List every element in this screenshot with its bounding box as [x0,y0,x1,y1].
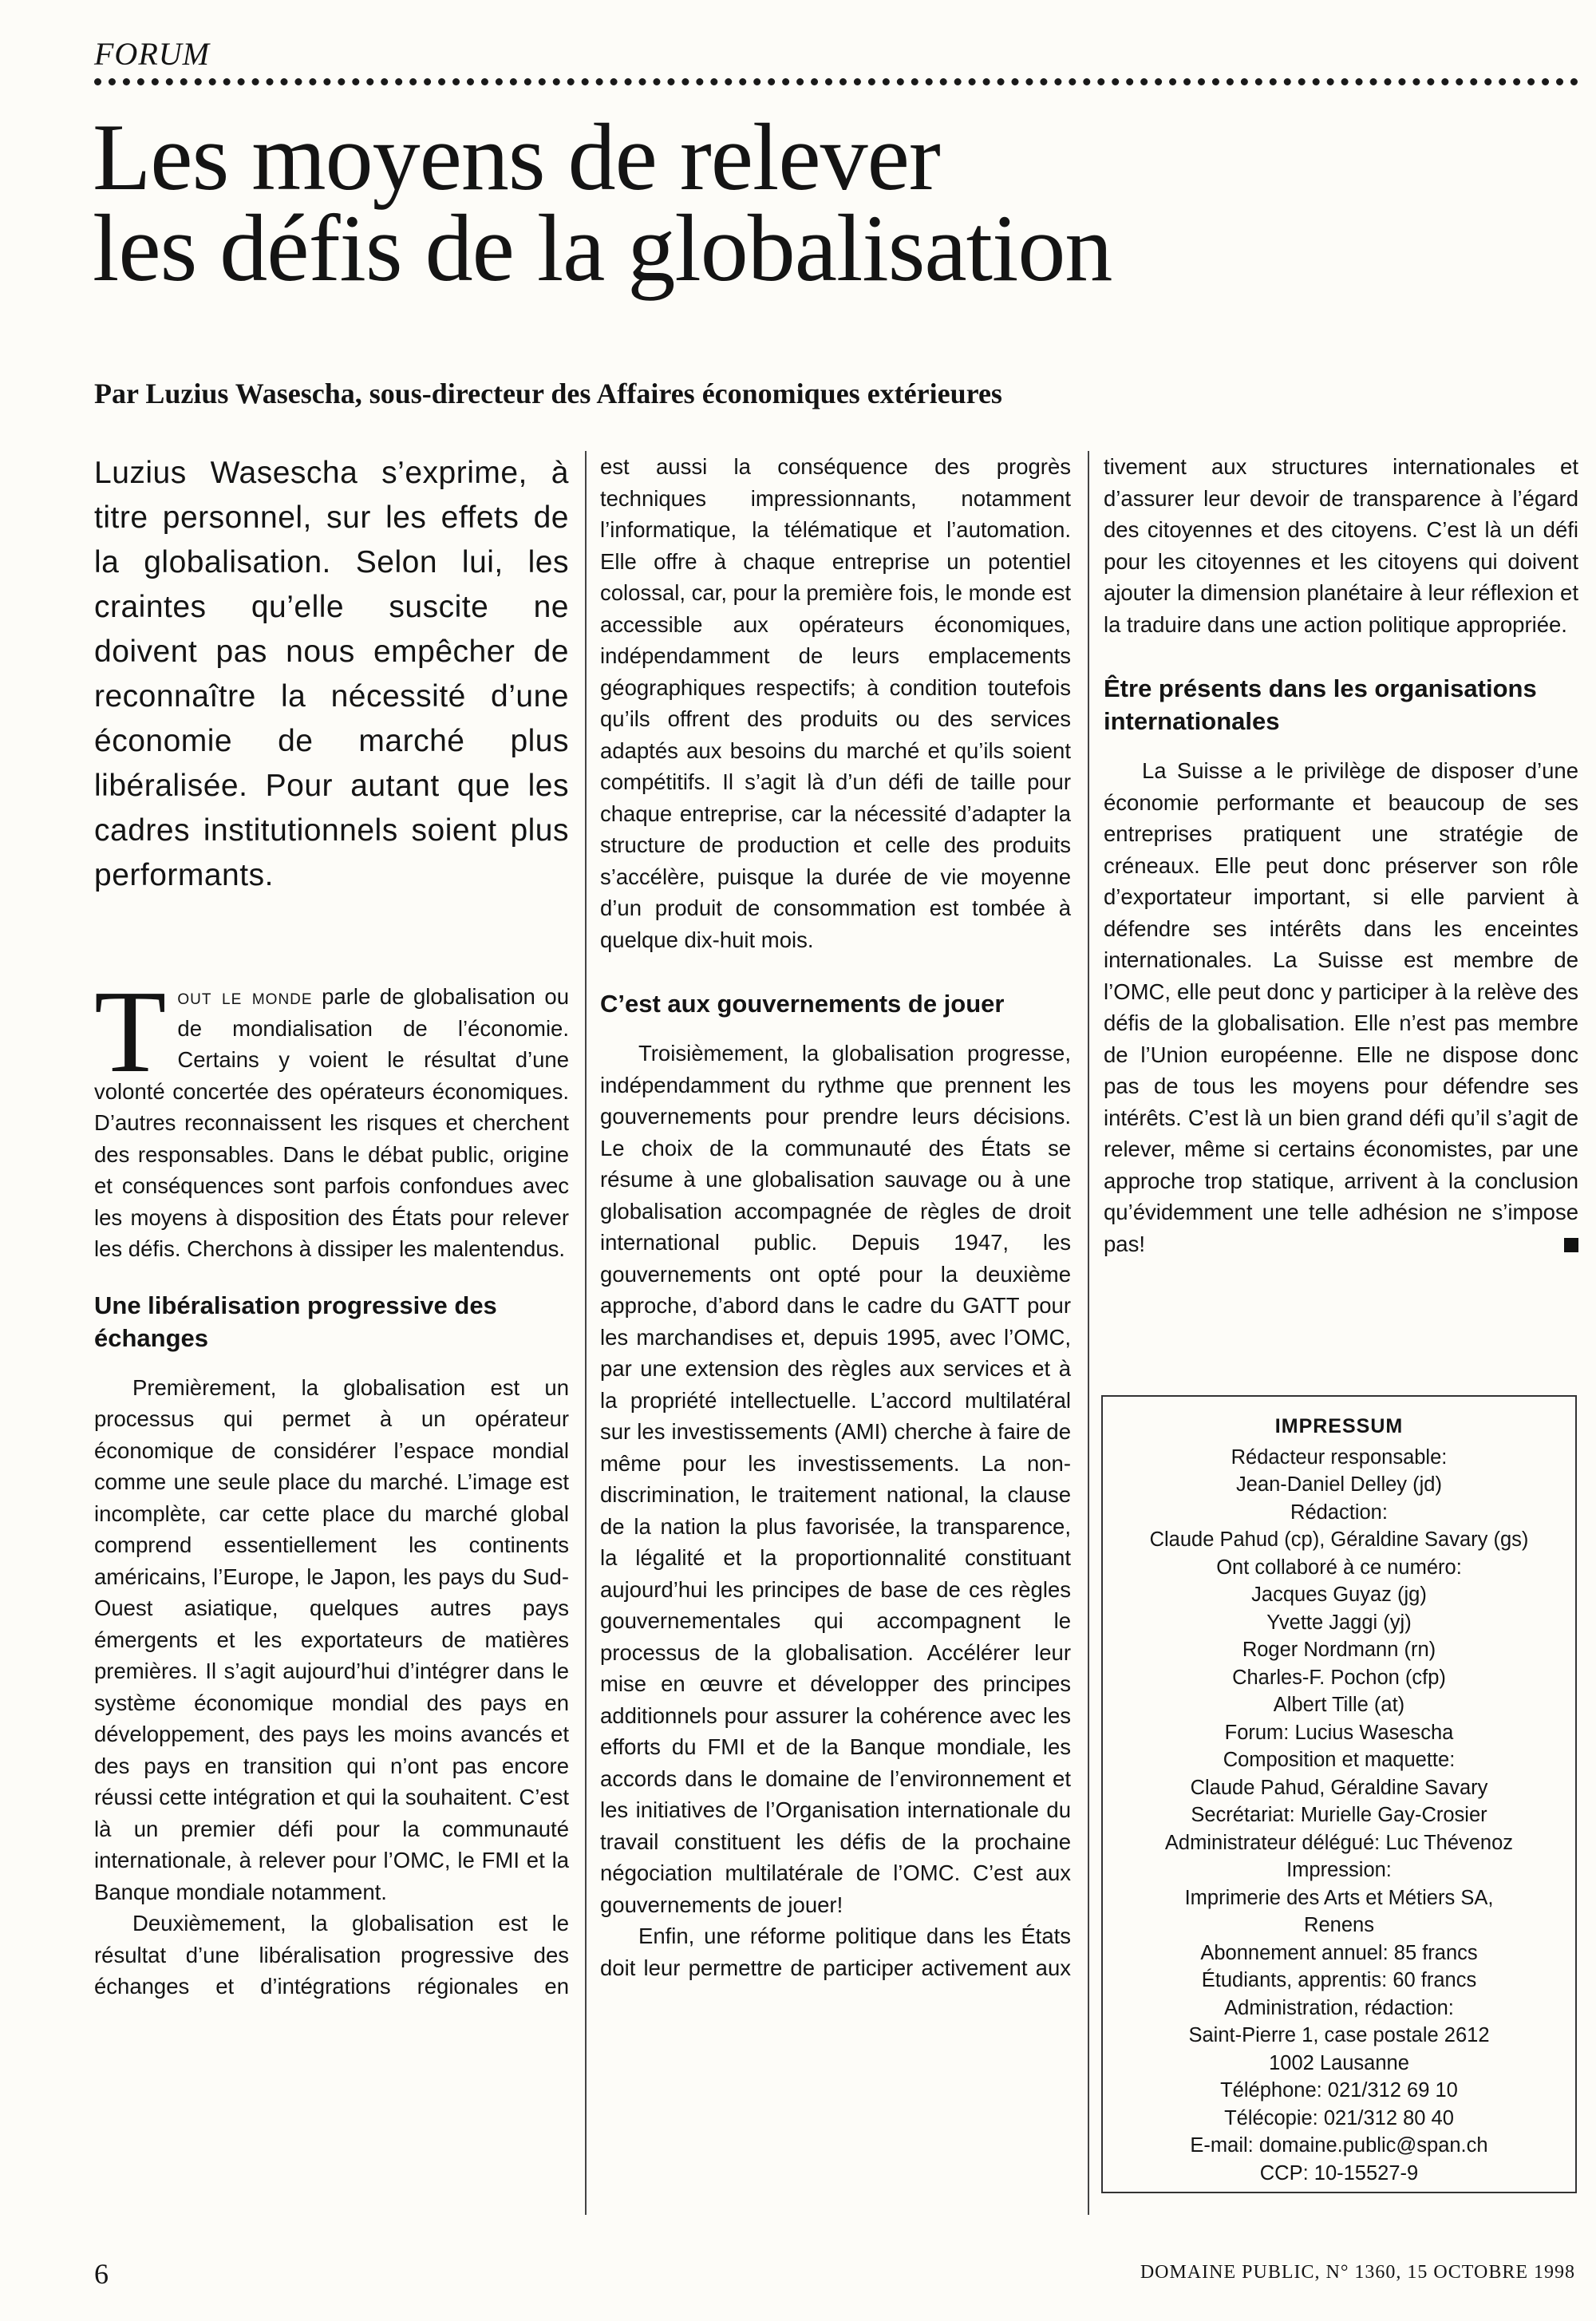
impressum-line: CCP: 10-15527-9 [1259,2161,1419,2185]
impressum-line: Rédaction: [1290,1501,1388,1524]
section-2-paragraph-1: Troisièmement, la globalisation progresse, indépendamment du rythme que prennent les gouvernements pour prendre leurs décisions. Le choix de la communauté des États se résume à une globalisation sauvage ou à une globalisation accompagnée de règles de droit international public. Depuis 1947, les gouvernements ont opté pour la deuxième approche, d’abord dans le cadre du GATT pour les marchandises et, depuis 1995, avec l’OMC, par une extension des règles aux services et à la propriété intellectuelle. L’accord multilatéral sur les investissements (AMI) cherche à faire de même pour les investissements. La non-discrimination, le traitement national, la clause de la nation la plus favorisée, la transparence, la légalité et la proportionnalité constituant aujourd’hui les principes de base de ces règles gouvernementales qui accompagnent le processus de la globalisation. Accélérer leur mise en œuvre et développer des principes additionnels pour assurer la cohérence avec les efforts du FMI et de la Banque mondiale, les accords dans le domaine de l’environnement et les initiatives de l’Organisation internationale du travail constituent les défis de la prochaine négociation multilatérale de l’OMC. C’est aux gouvernements de jouer! [600,1041,1071,1917]
section-1-paragraph-1: Premièrement, la globalisation est un processus qui permet à un opérateur économique de considérer l’espace mondial comme une seule place du marché. L’image est incomplète, car cette place du marché global comprend essentiellement les continents américains, l’Europe, le Japon, les pays du Sud-Ouest asiatique, quelques autres pays émergents et les exportateurs de matières premières. Il s’agit aujourd’hui d’intégrer dans le système économique mondial des pays en développement, des pays les moins avancés et des pays en transition qui n’ont pas encore réussi cette intégration et qui la souhaitent. C’est là un premier défi pour la communauté internationale, à relever pour l’OMC, le FMI et la Banque mondiale notamment. [94,1374,569,1904]
byline: Par Luzius Wasescha, sous-directeur des Affaires économiques extérieures [94,378,1002,409]
column-1 [94,451,569,2003]
impressum-line: Forum: Lucius Wasescha [1224,1721,1454,1744]
column-divider [1088,451,1089,2215]
section-3-paragraph-1 [1104,755,1578,1259]
impressum-line: Télécopie: 021/312 80 40 [1224,2106,1454,2129]
impressum-line: Composition et maquette: [1223,1749,1456,1771]
page-number: 6 [94,2258,109,2290]
impressum-line: Jean-Daniel Delley (jd) [1236,1473,1442,1496]
title-line-1: Les moyens de relever [93,104,940,210]
impressum-line: Claude Pahud, Géraldine Savary [1190,1776,1488,1799]
impressum-line: Saint-Pierre 1, case postale 2612 [1188,2024,1490,2046]
impressum-line: Impression: [1286,1859,1392,1881]
column-2 [600,451,1071,1984]
subhead-2: C’est aux gouvernements de jouer [600,990,1005,1018]
impressum-line: Imprimerie des Arts et Métiers SA, [1184,1886,1494,1909]
impressum-line: Rédacteur responsable: [1231,1445,1448,1469]
dotted-rule [94,78,1578,85]
impressum-line: Ont collaboré à ce numéro: [1216,1556,1462,1579]
section-2-paragraph-2: Enfin, une réforme politique dans les États doit leur permettre de participer activement aux [600,1924,1071,1980]
impressum-line: Étudiants, apprentis: 60 francs [1201,1969,1477,1991]
intro-smallcaps: out le monde [177,984,313,1009]
impressum-line: Administrateur délégué: Luc Thévenoz [1164,1831,1514,1854]
column-3 [1104,451,1578,1259]
impressum-title: IMPRESSUM [1274,1415,1404,1437]
lede: Luzius Wasescha s’exprime, à titre personnel, sur les effets de la globalisation. Selon lui, les craintes qu’elle suscite ne doivent pas nous empêcher de reconnaître la nécessité d’une économie de marché plus libéralisée. Pour autant que les cadres institutionnels soient plus performants. [94,456,569,892]
impressum-line: E-mail: domaine.public@span.ch [1190,2134,1488,2157]
impressum-line: Jacques Guyaz (jg) [1251,1584,1427,1606]
column-divider [585,451,587,2215]
section-3-text: La Suisse a le privilège de disposer d’une économie performante et beaucoup de ses entreprises pratiquent une stratégie de créneaux. Elle peut donc préserver son rôle d’exportateur important, si elle parvient à défendre ses intérêts dans les enceintes internationales. La Suisse est membre de l’OMC, elle peut donc y participer à la relève des défis de la globalisation. Elle n’est pas membre de l’Union européenne. Elle ne dispose donc pas de tous les moyens pour défendre ses intérêts. C’est là un bien grand défi qu’il s’agit de relever, même si certains économistes, par une approche trop statique, arrivent à la conclusion qu’évidemment une telle adhésion ne s’impose pas! [1104,758,1578,1256]
impressum-line: Albert Tille (at) [1273,1694,1405,1716]
impressum-line: Secrétariat: Murielle Gay-Crosier [1191,1804,1487,1826]
impressum-line: Administration, rédaction: [1224,1996,1454,2019]
section-label: FORUM [94,36,210,72]
impressum-line: 1002 Lausanne [1269,2051,1409,2074]
impressum-line: Roger Nordmann (rn) [1242,1639,1436,1661]
subhead-1: Une libéralisation progressive des échanges [94,1291,497,1352]
impressum-line: Abonnement annuel: 85 francs [1200,1941,1478,1964]
article-title [93,104,1577,301]
section-1-paragraph-2: Deuxièmement, la globalisation est le résultat d’une libéralisation progressive des échanges et d’intégrations régionales en [94,1911,569,1999]
impressum-line: Téléphone: 021/312 69 10 [1220,2079,1458,2102]
impressum-lines [1111,1444,1567,2188]
section-1-paragraph-2-continued: est aussi la conséquence des progrès techniques impressionnants, notamment l’informatique, la télématique et l’automation. Elle offre à chaque entreprise un potentiel colossal, car, pour la première fois, le monde est accessible aux opérateurs économiques, indépendamment de leurs emplacements géographiques respectifs; à condition toutefois qu’ils offrent des produits ou des services adaptés aux besoins du marché et qu’ils soient compétitifs. Il s’agit là d’un défi de taille pour chaque entreprise, car la nécessité d’adapter la structure de production et celle des produits s’accélère, puisque la durée de vie moyenne d’un produit de consommation est tombée à quelque dix-huit mois. [600,454,1072,952]
drop-cap: T [94,981,167,1097]
impressum-line: Renens [1304,1914,1374,1936]
impressum-line: Charles-F. Pochon (cfp) [1232,1666,1446,1689]
subhead-3: Être présents dans les organisations internationales [1104,674,1537,735]
intro-paragraph [94,981,569,1265]
impressum-line: Claude Pahud (cp), Géraldine Savary (gs) [1149,1528,1529,1551]
section-2-paragraph-2-continued: tivement aux structures internationales et d’assurer leur devoir de transparence à l’égard des citoyennes et des citoyens. C’est là un défi pour les citoyennes et les citoyens qui doivent ajouter la dimension planétaire à leur réflexion et la traduire dans une action politique appropriée. [1104,454,1578,637]
end-mark-icon [1564,1238,1578,1252]
issue-info: DOMAINE PUBLIC, N° 1360, 15 OCTOBRE 1998 [1140,2262,1575,2283]
impressum-box [1101,1395,1577,2193]
title-line-2: les défis de la globalisation [93,195,1112,301]
intro-text: parle de globalisation ou de mondialisation de l’économie. Certains y voient le résultat d’une volonté concertée des opérateurs économiques. D’autres reconnaissent les risques et cherchent des responsables. Dans le débat public, origine et conséquences sont parfois confondues avec les moyens à disposition des États pour relever les défis. Cherchons à dissiper les malentendus. [94,984,569,1261]
impressum-line: Yvette Jaggi (yj) [1266,1611,1412,1634]
